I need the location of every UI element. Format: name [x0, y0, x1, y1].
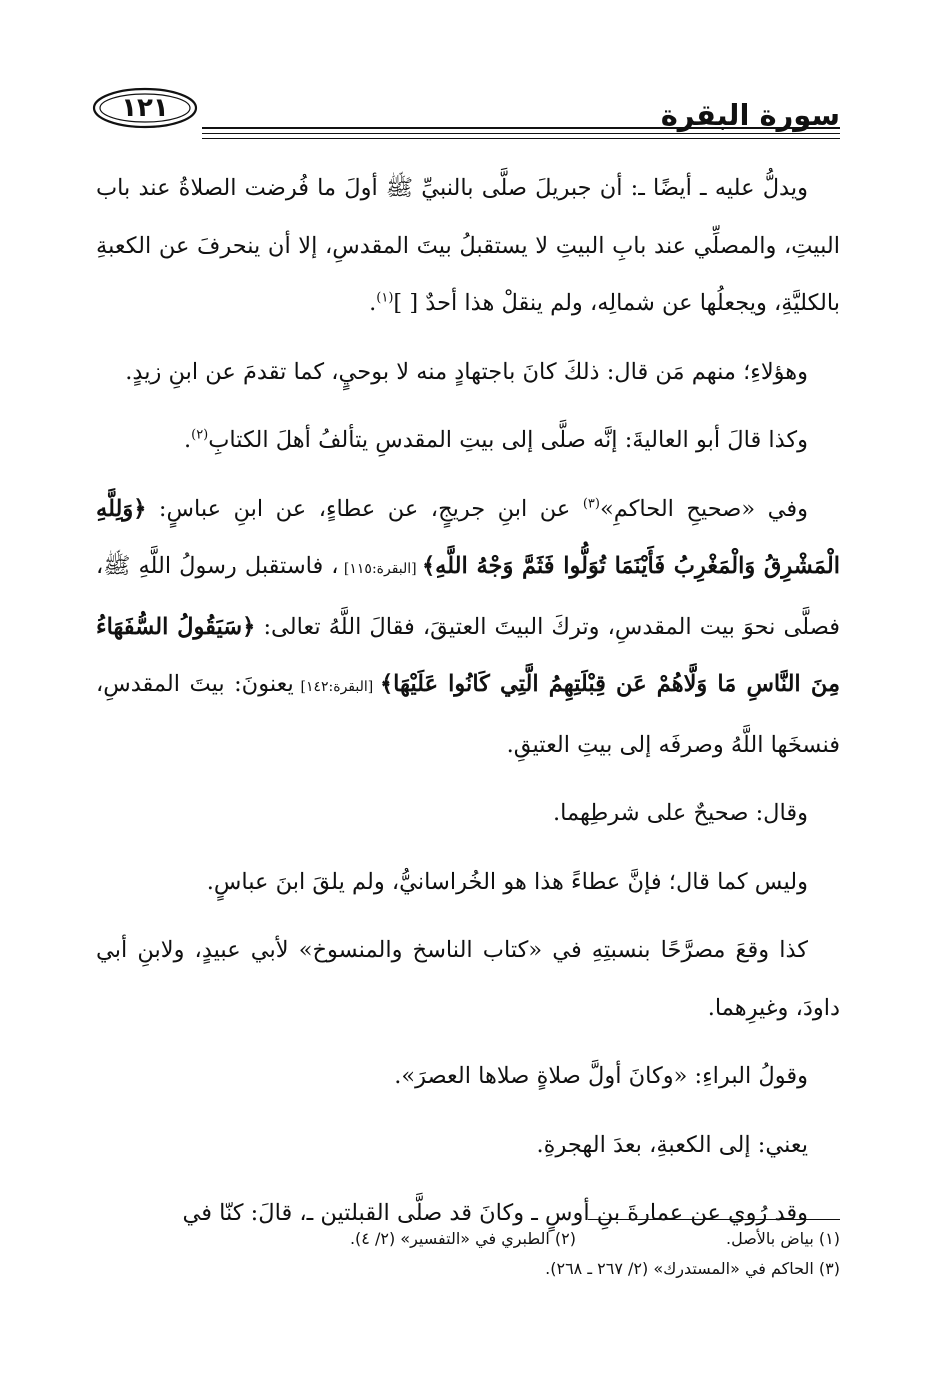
footnote-row: [96, 1224, 840, 1254]
paragraph-text: كذا وقعَ مصرَّحًا بنسبتِهِ في «كتاب الناسخ والمنسوخ» لأبي عبيدٍ، ولابنِ أبي داودَ، وغيرِهما.: [96, 937, 840, 1021]
quran-verse: ﴿وَلِلَّهِ الْمَشْرِقُ وَالْمَغْرِبُ فَأَيْنَمَا تُوَلُّوا فَثَمَّ وَجْهُ اللَّهِ﴾: [96, 495, 840, 579]
footnote-marker: (٣): [582, 496, 600, 511]
paragraph: [96, 922, 840, 1037]
paragraph-text: وقد رُوي عن عمارةَ بنِ أوسٍ ـ وكانَ قد صلَّى القبلتين ـ، قالَ: كنّا في: [182, 1200, 808, 1226]
paragraph: [96, 785, 840, 843]
paragraph: [96, 1117, 840, 1175]
paragraph-text: وليس كما قال؛ فإنَّ عطاءً هذا هو الخُراسانيُّ، ولم يلقَ ابنَ عباسٍ.: [206, 868, 808, 895]
paragraph: [96, 1048, 840, 1106]
paragraph-text: وكذا قالَ أبو العاليةَ: إنَّه صلَّى إلى بيتِ المقدسِ يتألفُ أهلَ الكتابِ: [208, 427, 808, 453]
footnote-marker: (٢): [191, 427, 209, 443]
main-text: [96, 160, 840, 1254]
paragraph: [96, 481, 840, 775]
paragraph-text: وفي «صحيحِ الحاكمِ»: [599, 495, 808, 522]
paragraph-text: ويدلُّ عليه ـ أيضًا ـ: أن جبريلَ صلَّى بالنبيِّ ﷺ أولَ ما فُرضت الصلاةُ عند باب البيتِ، والمصلِّي عند بابِ البيتِ لا يستقبلُ بيتَ المقدسِ، إلا أن ينحرفَ عن الكعبةِ بالكليَّةِ، ويجعلُها عن شمالِه، ولم ينقلْ هذا أحدٌ [ ]: [96, 175, 840, 316]
page-header: [92, 84, 840, 144]
page-number: ١٢١: [121, 93, 169, 123]
surah-title: سورة البقرة: [660, 98, 840, 132]
footnote-separator: [588, 1219, 840, 1220]
verse-reference: [البقرة:١٤٢]: [293, 679, 380, 695]
header-rule: [202, 133, 840, 134]
paragraph-text: وقال: صحيحٌ على شرطِهما.: [553, 800, 808, 826]
paragraph-text: عن ابنِ جريجٍ، عن عطاءٍ، عن ابنِ عباسٍ:: [146, 495, 583, 522]
footnote: (٣) الحاكم في «المستدرك» (٢/ ٢٦٧ ـ ٢٦٨).: [545, 1259, 840, 1278]
footnote: (١) بياض بالأصل.: [726, 1229, 840, 1248]
header-rule: [202, 127, 840, 129]
paragraph-text: يعني: إلى الكعبةِ، بعدَ الهجرةِ.: [536, 1131, 808, 1158]
paragraph: [96, 344, 840, 402]
verse-reference: [البقرة:١١٥]: [338, 561, 422, 577]
page-number-badge: [92, 87, 198, 129]
paragraph: [96, 854, 840, 912]
paragraph-text: وهؤلاءِ؛ منهم مَن قال: ذلكَ كانَ باجتهادٍ منه لا بوحيٍ، كما تقدمَ عن ابنِ زيدٍ.: [125, 358, 808, 385]
footnotes: [96, 1224, 840, 1284]
footnote: (٢) الطبري في «التفسير» (٢/ ٤).: [349, 1229, 576, 1248]
paragraph: ويدلُّ عليه ـ أيضًا ـ: أن جبريلَ صلَّى بالنبيِّ ﷺ أولَ ما فُرضت الصلاةُ عند باب البيتِ، والمصلِّي عند بابِ البيتِ لا يستقبلُ بيتَ المقدسِ، إلا أن ينحرفَ عن الكعبةِ بالكليَّةِ، ويجعلُها عن شمالِه، ولم ينقلْ هذا أحدٌ [ ]$^{(١)}$.: [96, 175, 840, 316]
paragraph-text: ، فاستقبل رسولُ اللَّهِ ﷺ، فصلَّى نحوَ بيت المقدسِ، وتركَ البيتَ العتيقَ، فقالَ اللَّهُ تعالى:: [96, 553, 840, 640]
paragraph-text: يعنونَ: بيتَ المقدسِ، فنسخَها اللَّهُ وصرفَه إلى بيتِ العتيقِ.: [96, 671, 840, 758]
paragraph: وكذا قالَ أبو العاليةَ: إنَّه صلَّى إلى بيتِ المقدسِ يتألفُ أهلَ الكتابِ$^{(٢)}$.: [183, 427, 808, 453]
header-rule: [202, 138, 840, 139]
footnote-marker: (١): [376, 290, 394, 306]
paragraph-text: وقولُ البراءِ: «وكانَ أولَّ صلاةٍ صلاها العصرَ».: [394, 1063, 808, 1089]
footnote-row: [96, 1254, 840, 1284]
quran-verse: ﴿سَيَقُولُ السُّفَهَاءُ مِنَ النَّاسِ مَا وَلَّاهُمْ عَن قِبْلَتِهِمُ الَّتِي كَانُوا عَلَيْهَا﴾: [96, 613, 840, 697]
